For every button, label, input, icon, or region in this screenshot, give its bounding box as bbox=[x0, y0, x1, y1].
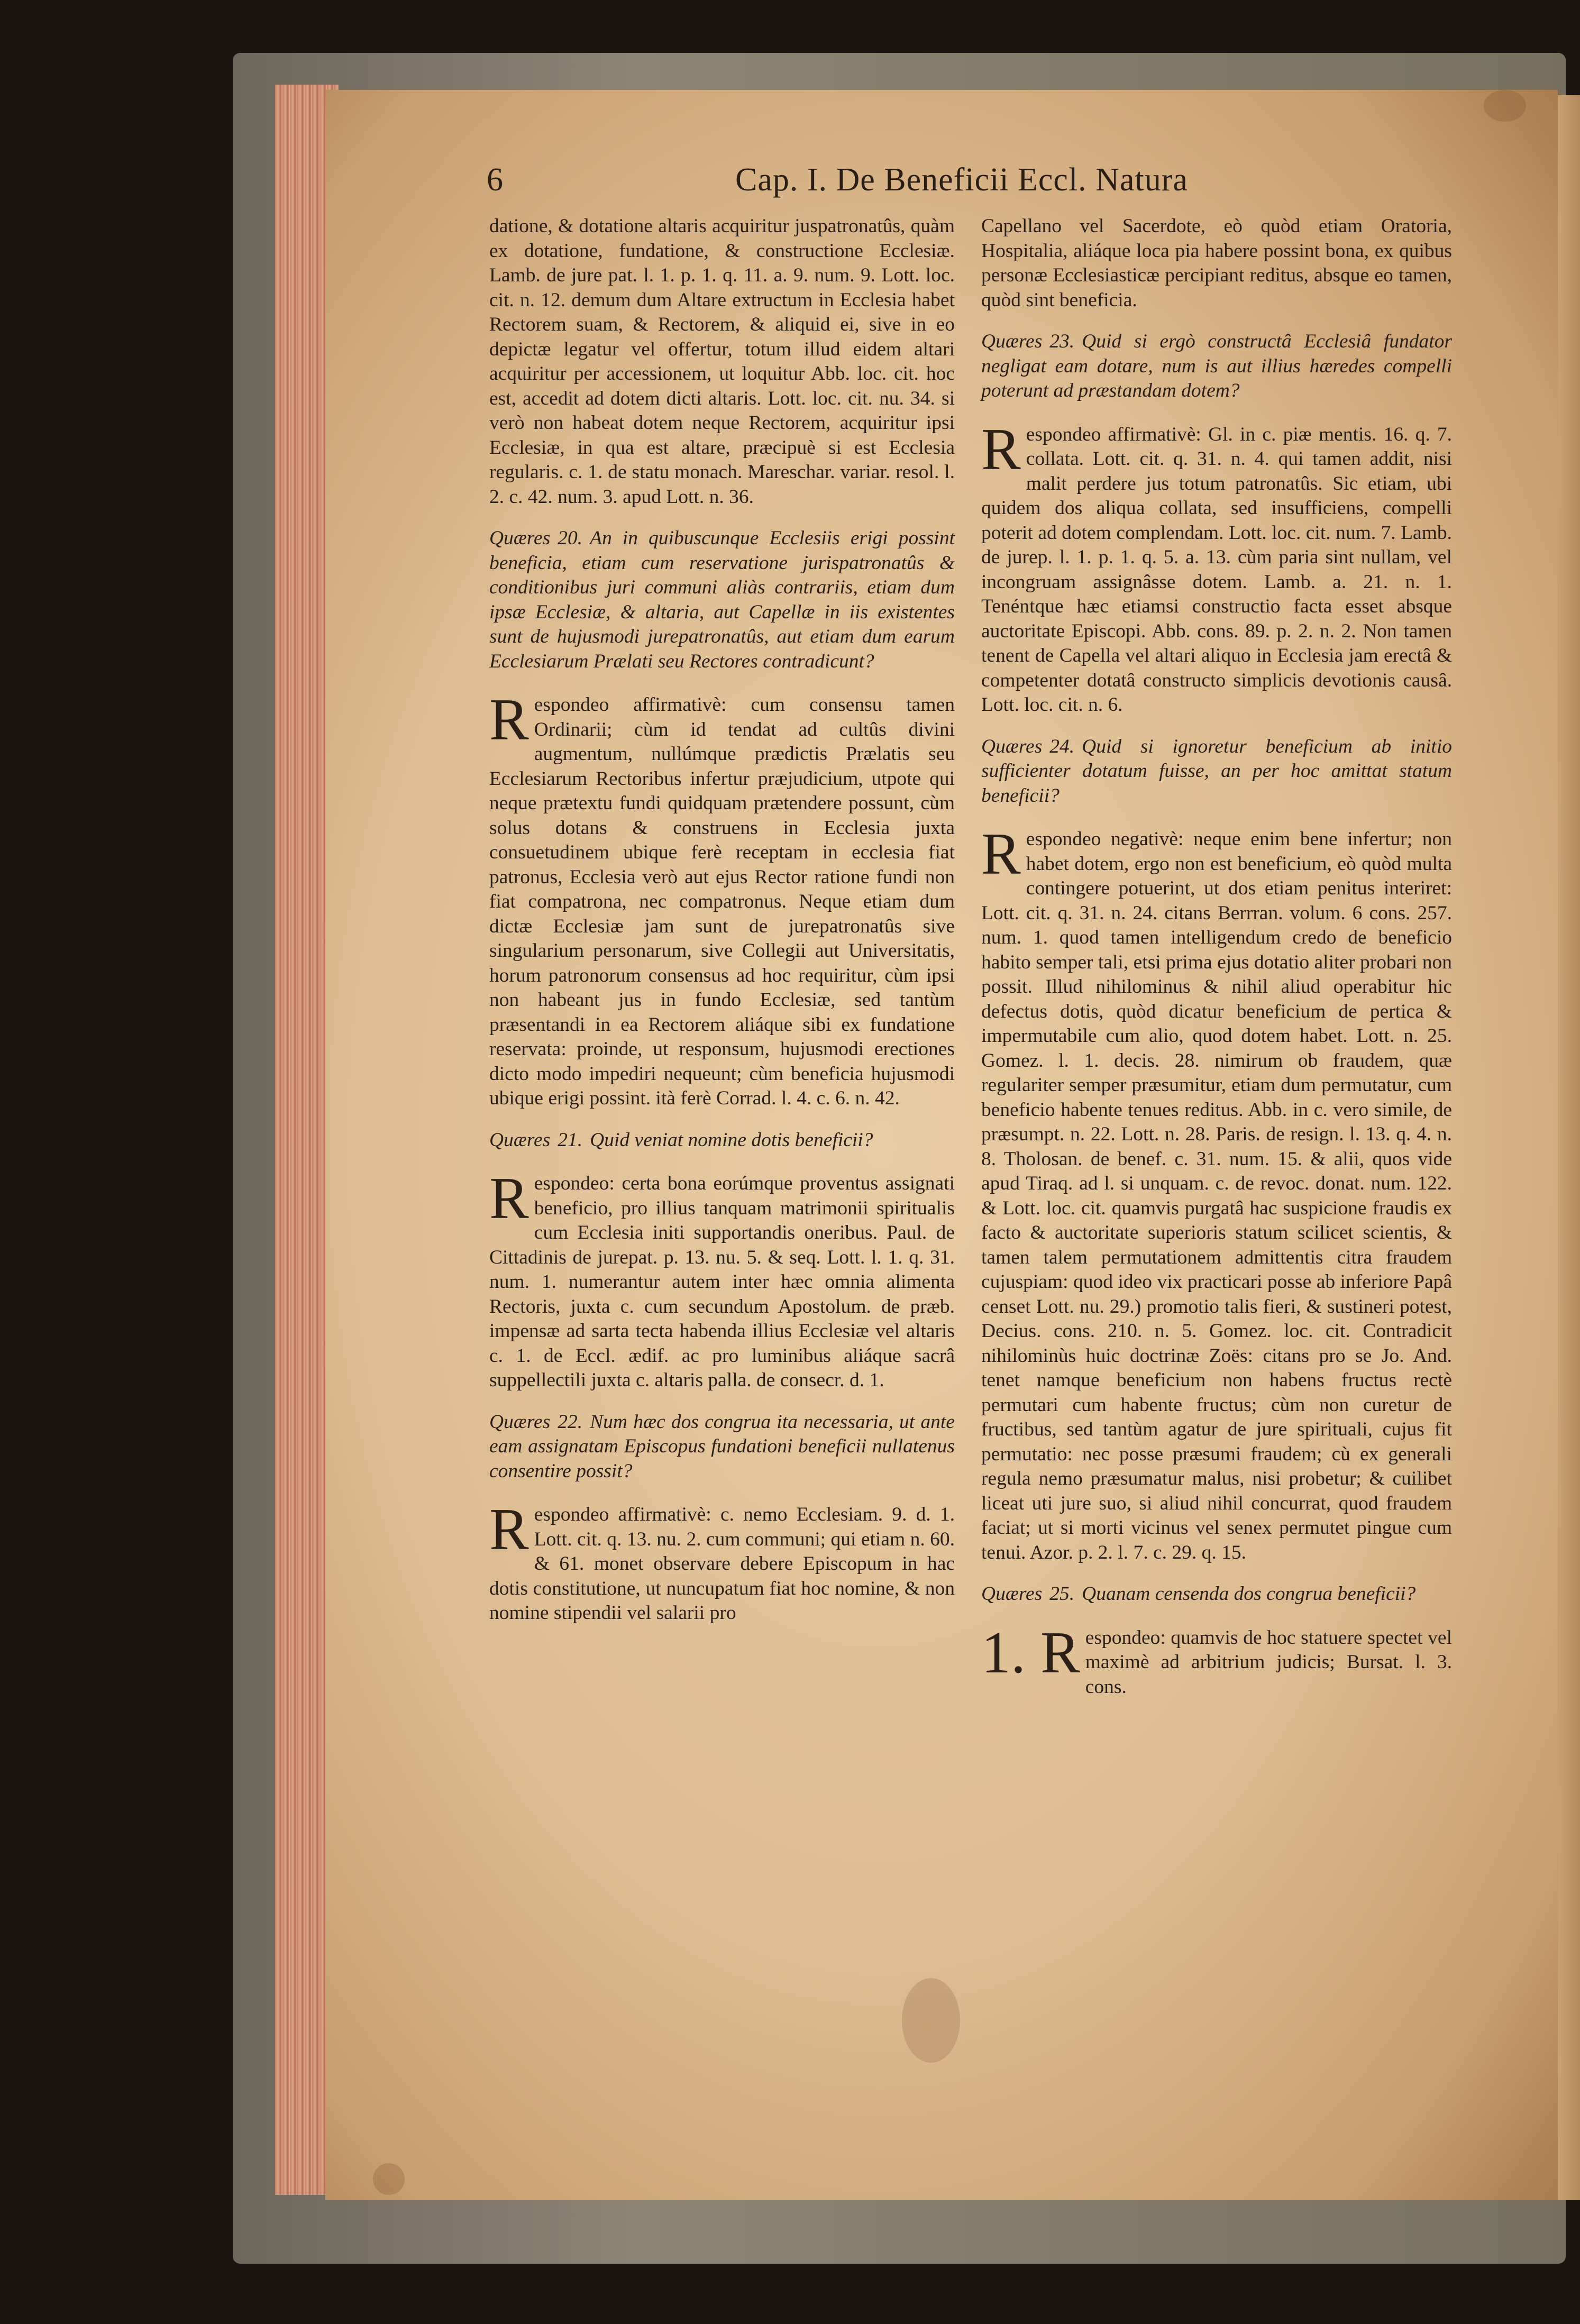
question-label: Quæres bbox=[981, 1583, 1043, 1605]
question-text: An in quibuscunque Ecclesiis erigi possint beneficia, etiam cum reservatione jurispatronatûs & conditionibus juri communi aliàs contrariis, etiam dum ipsæ Ecclesiæ, & altaria, aut Capellæ in iis existentes sunt de hujusmodi jurepatronatûs, aut etiam dum earum Ecclesiarum Prælati seu Rectores contradicunt? bbox=[489, 527, 955, 672]
question-text: Quid veniat nomine dotis beneficii? bbox=[590, 1129, 873, 1151]
answer-paragraph bbox=[981, 1620, 1452, 1700]
question-number: 23. bbox=[1049, 331, 1075, 352]
question-number: 22. bbox=[558, 1411, 583, 1433]
running-header bbox=[487, 161, 1227, 204]
stain bbox=[373, 2163, 405, 2195]
body-paragraph: datione, & dotatione altaris acquiritur juspatronatûs, quàm ex dotatione, fundatione, & constructione Ecclesiæ. Lamb. de jure pat. l. 1. p. 1. q. 11. a. 9. num. 9. Lott. loc. cit. n. 12. demum dum Altare extructum in Ecclesia habet Rectorem suam, & Rectorem, & aliquid ei, sive in eo depictæ legatur vel offertur, totum illud eidem altari acquiritur per accessionem, ut loquitur Abb. loc. cit. hoc est, accedit ad dotem dicti altaris. Lott. loc. cit. nu. 34. si verò non habeat dotem neque Rectorem, acquiritur ipsi Ecclesiæ, in qua est altare, præcipuè si est Ecclesia regularis. c. 1. de statu monach. Mareschar. variar. resol. l. 2. c. 42. num. 3. apud Lott. n. 36. bbox=[489, 215, 955, 508]
drop-cap: 1. R bbox=[981, 1620, 1080, 1686]
question-text: Quid si ergò constructâ Ecclesiâ fundator negligat eam dotare, num is aut illius hæredes compelli poterunt ad præstandam dotem? bbox=[981, 331, 1452, 401]
question-label: Quæres bbox=[489, 1129, 551, 1151]
drop-cap: R bbox=[489, 1497, 529, 1562]
stain bbox=[1484, 90, 1526, 122]
question-heading bbox=[981, 1582, 1452, 1607]
drop-cap: R bbox=[981, 416, 1021, 482]
running-title: Cap. I. De Beneficii Eccl. Natura bbox=[735, 162, 1188, 198]
body-paragraph: Capellano vel Sacerdote, eò quòd etiam Oratoria, Hospitalia, aliáque loca pia habere possint bona, ex quibus personæ Ecclesiasticæ percipiant reditus, absque eo tamen, quòd sint beneficia. bbox=[981, 215, 1452, 311]
question-text: Quanam censenda dos congrua beneficii? bbox=[1082, 1583, 1416, 1605]
stain bbox=[902, 1978, 960, 2063]
question-number: 21. bbox=[558, 1129, 583, 1151]
question-label: Quæres bbox=[489, 1411, 551, 1433]
answer-text: espondeo affirmativè: c. nemo Ecclesiam. 9. d. 1. Lott. cit. q. 13. nu. 2. cum communi; qui etiam n. 60. & 61. monet observare debere Episcopum in hac dotis constitutione, ut nuncupatum fiat hoc nomine, & non nomine stipendii vel salarii pro bbox=[489, 1504, 955, 1624]
question-label: Quæres bbox=[981, 331, 1043, 352]
drop-cap: R bbox=[489, 1166, 529, 1231]
answer-paragraph bbox=[489, 1497, 955, 1626]
question-number: 20. bbox=[558, 527, 583, 549]
answer-paragraph bbox=[489, 687, 955, 1111]
question-number: 25. bbox=[1049, 1583, 1075, 1605]
question-label: Quæres bbox=[489, 527, 551, 549]
question-text: Num hæc dos congrua ita necessaria, ut ante eam assignatam Episcopus fundationi beneficii nullatenus consentire possit? bbox=[489, 1411, 955, 1482]
answer-paragraph bbox=[489, 1166, 955, 1393]
answer-paragraph bbox=[981, 416, 1452, 718]
answer-text: espondeo affirmativè: Gl. in c. piæ mentis. 16. q. 7. collata. Lott. cit. q. 31. n. 4. qui tamen addit, nisi malit perdere jus totum patronatûs. Sic etiam, ubi quidem dos aliqua collata, sed insufficiens, compelli poterit ad dotem complendam. Lott. loc. cit. num. 7. Lamb. de jurep. l. 1. p. 1. q. 5. a. 13. cùm paria sint nullam, vel incongruam assignâsse dotem. Lamb. a. 21. n. 1. Tenéntque hæc etiamsi constructio facta esset absque auctoritate Episcopi. Abb. cons. 89. p. 2. n. 2. Non tamen tenent de Capella vel altari aliquo in Ecclesia jam erectâ & competenter dotatâ constructo simplicis devotionis causâ. Lott. loc. cit. n. 6. bbox=[981, 423, 1452, 716]
page-number: 6 bbox=[487, 162, 503, 198]
question-heading bbox=[489, 1410, 955, 1484]
left-column bbox=[489, 214, 955, 1643]
question-heading bbox=[489, 1128, 955, 1153]
question-label: Quæres bbox=[981, 735, 1043, 757]
answer-text: espondeo: quamvis de hoc statuere spectet vel maximè ad arbitrium judicis; Bursat. l. 3. cons. bbox=[1085, 1626, 1452, 1698]
question-text: Quid si ignoretur beneficium ab initio sufficienter dotatum fuisse, an per hoc amittat statum beneficii? bbox=[981, 735, 1452, 807]
answer-text: espondeo affirmativè: cum consensu tamen Ordinarii; cùm id tendat ad cultûs divini augmentum, nullúmque prædictis Prælatis seu Ecclesiarum Rectoribus infertur præjudicium, utpote qui neque prætextu fundi quidquam prætendere possunt, cùm solus dotans & construens in Ecclesia juxta consuetudinem ubique ferè receptam in ecclesia fiat patronus, Ecclesia verò aut ejus Rector ratione fundi non fiat compatrona, nec compatronus. Neque etiam dum dictæ Ecclesiæ jam sunt de jurepatronatûs sive singularium personarum, sive Collegii aut Universitatis, horum patronorum consensus ad hoc requiritur, cùm ipsi non habeant jus in fundo Ecclesiæ, sed tantùm præsentandi in ea Rectorem aliáque sibi ex fundatione reservata: proinde, ut responsum, hujusmodi erectiones dicto modo impediri nequeunt; cùm beneficia hujusmodi ubique erigi possint. ità ferè Corrad. l. 4. c. 6. n. 42. bbox=[489, 694, 955, 1109]
right-column bbox=[981, 214, 1452, 1716]
question-heading bbox=[489, 526, 955, 674]
answer-paragraph bbox=[981, 821, 1452, 1565]
answer-text: espondeo: certa bona eorúmque proventus assignati beneficio, pro illius tanquam matrimonii spiritualis cum Ecclesia initi supportandis oneribus. Paul. de Cittadinis de jurepat. p. 13. nu. 5. & seq. Lott. l. 1. q. 31. num. 1. numerantur autem inter hæc omnia alimenta Rectoris, juxta c. cum secundum Apostolum. de præb. impensæ ad sarta tecta habenda illius Ecclesiæ vel altaris c. 1. de Eccl. ædif. ac pro luminibus aliáque sacrâ suppellectili juxta c. altaris palla. de consecr. d. 1. bbox=[489, 1173, 955, 1391]
answer-text: espondeo negativè: neque enim bene infertur; non habet dotem, ergo non est beneficium, eò quòd multa contingere potuerint, ut dos etiam penitus interiret: Lott. cit. q. 31. n. 24. citans Berrran. volum. 6 cons. 257. num. 1. quod tamen intelligendum credo de beneficio habito semper tali, etsi prima ejus dotatio aliter probari non possit. Illud nihilominus & nihil aliud operabitur hic defectus dotis, quòd dicatur beneficium de pertica & impermutabile cum alio, quod dotem habet. Lott. n. 25. Gomez. l. 1. decis. 28. nimirum ob fraudem, quæ regulariter semper præsumitur, etiam dum permutatur, cum beneficio habente tenues reditus. Abb. in c. vero simile, de præsumpt. n. 22. Lott. n. 28. Paris. de resign. l. 13. q. 4. n. 8. Tholosan. de benef. c. 31. num. 15. & alii, quos vide apud Tiraq. ad l. si unquam. c. de revoc. donat. num. 122. & Lott. loc. cit. quamvis purgatâ hac suspicione fraudis ex facto & auctoritate superioris statum scilicet scientis, & tamen talem permutationem admittentis citra fraudem cujuspiam: quod ideo vix practicari posse ab inferiore Papâ censet Lott. nu. 29.) promotio talis fieri, & sustineri potest, Decius. cons. 210. n. 5. Gomez. loc. cit. Contradicit nihilominùs huic doctrinæ Zoës: citans pro se Jo. And. tenet namque beneficium non habens fructus rectè permutari cum habente fructus; cùm non curetur de fructibus, sed tantùm agatur de jure spirituali, cujus fit permutatio: nec posse præsumi fraudem; cù ex generali regula nemo præsumatur malus, nisi probetur; & cuilibet liceat uti jure suo, si aliud nihil concurrat, quod fraudem faciat; ut si morti vicinus vel senex permutet pingue cum tenui. Azor. p. 2. l. 7. c. 29. q. 15. bbox=[981, 828, 1452, 1563]
question-heading bbox=[981, 735, 1452, 809]
drop-cap: R bbox=[489, 687, 529, 753]
drop-cap: R bbox=[981, 821, 1021, 887]
question-number: 24. bbox=[1049, 735, 1075, 757]
question-heading bbox=[981, 330, 1452, 404]
